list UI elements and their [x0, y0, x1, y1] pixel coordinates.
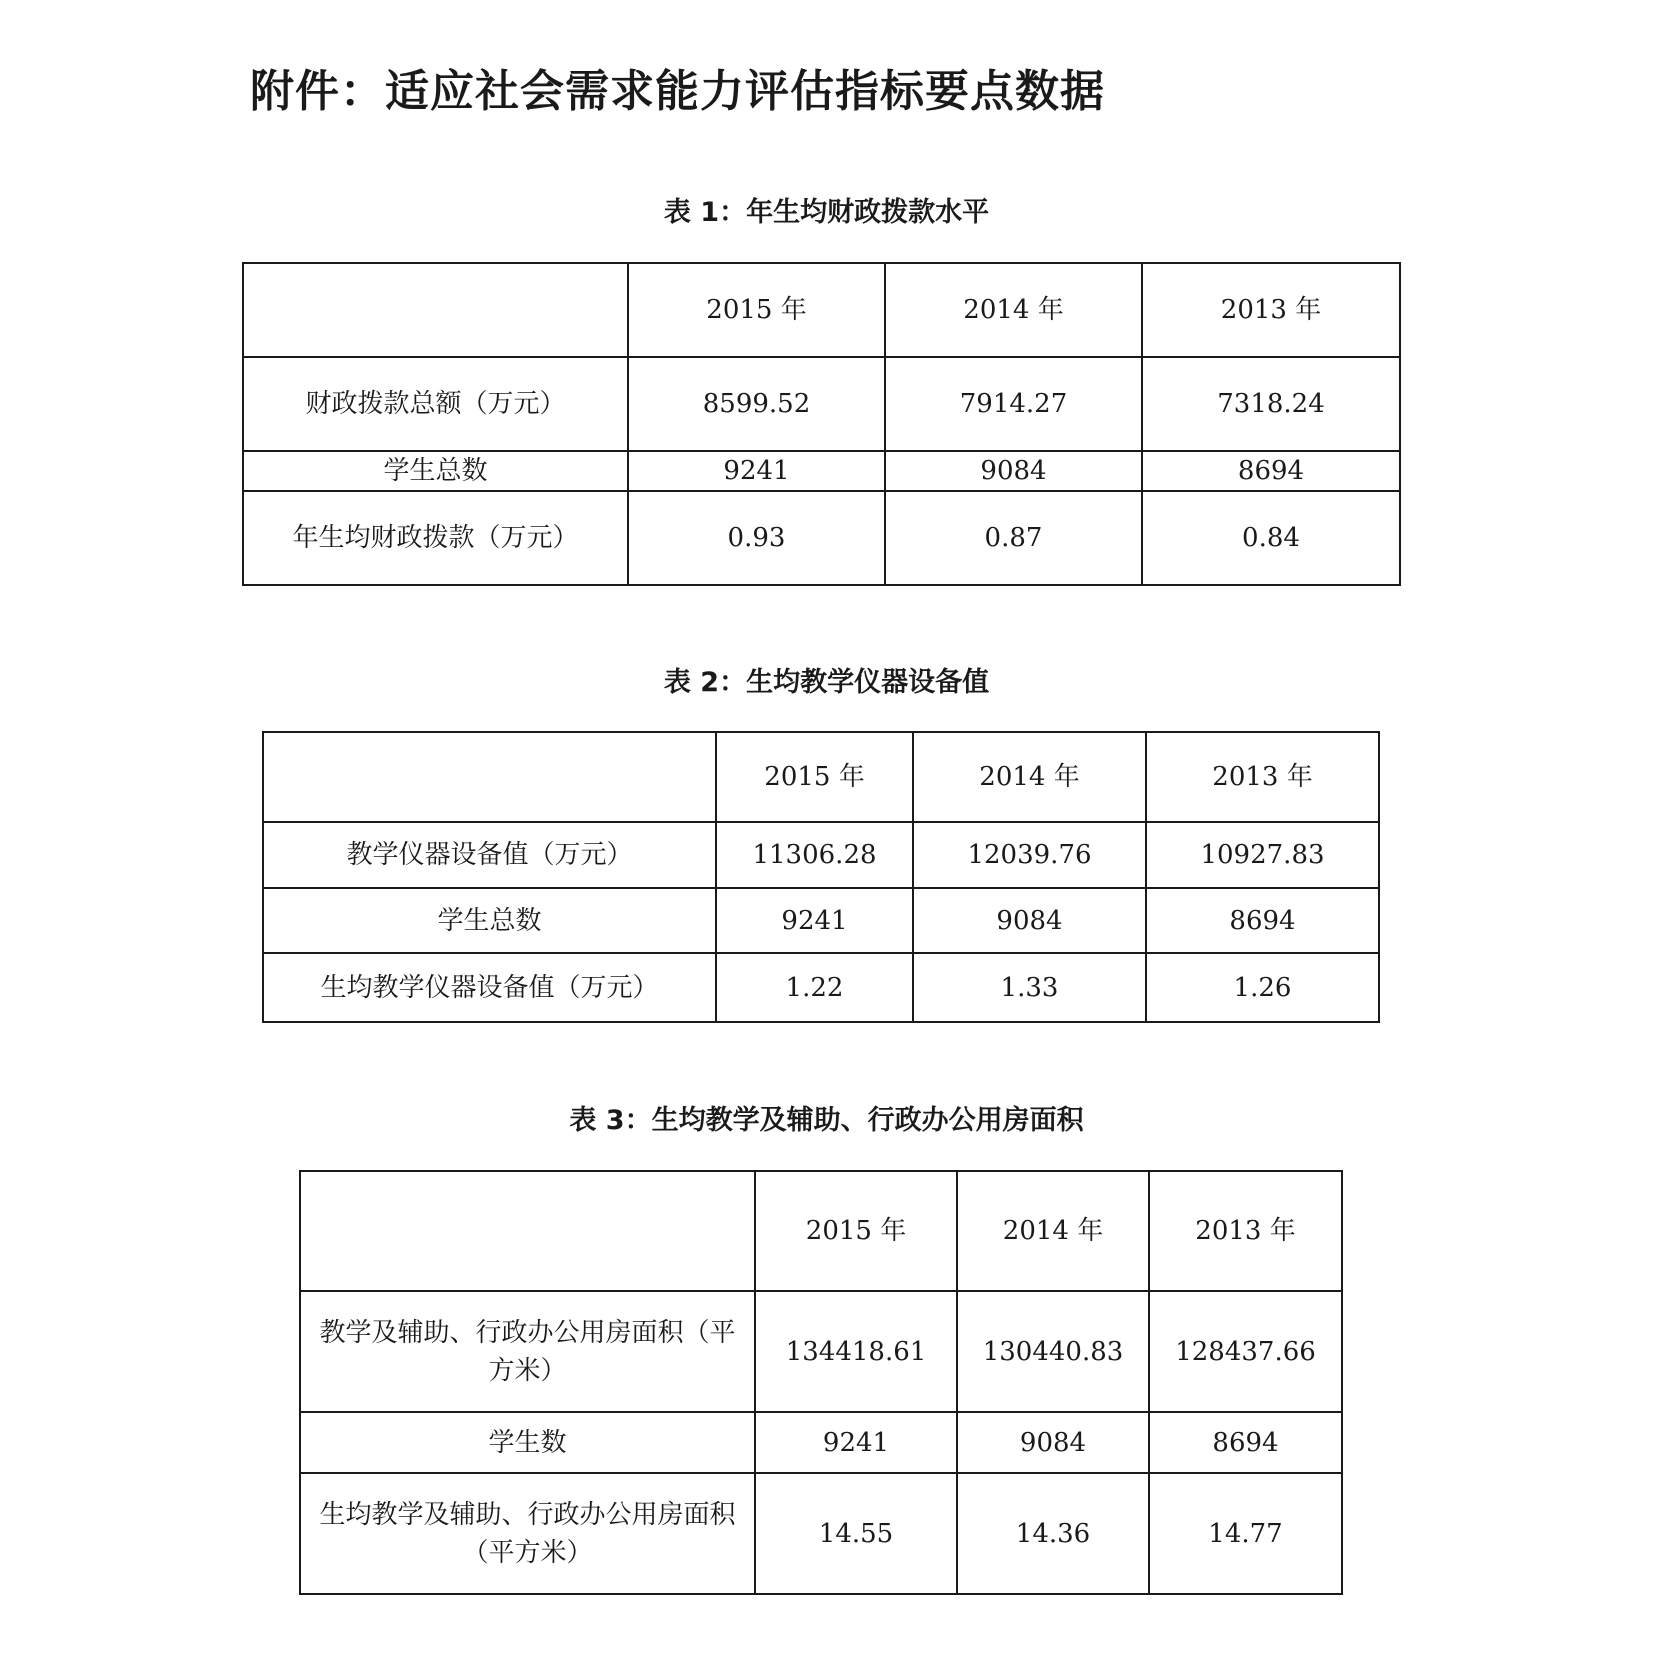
- header-year-2015: 2015 年: [716, 732, 913, 822]
- header-year-2014: 2014 年: [913, 732, 1146, 822]
- table-cell: 8694: [1146, 888, 1379, 953]
- table-row: [263, 953, 1379, 1022]
- table-3-caption: 表 3：生均教学及辅助、行政办公用房面积: [569, 1105, 1084, 1136]
- table-cell: 8694: [1149, 1412, 1342, 1473]
- table-3: [299, 1170, 1343, 1595]
- header-year-2013: 2013 年: [1146, 732, 1379, 822]
- table-cell: 9241: [755, 1412, 957, 1473]
- table-row: [263, 822, 1379, 888]
- table-cell: 1.22: [716, 953, 913, 1022]
- table-cell: 7914.27: [885, 357, 1142, 451]
- table-header-row: [243, 263, 1400, 357]
- table-row: [300, 1473, 1342, 1594]
- table-cell: 9084: [957, 1412, 1149, 1473]
- table-cell: 130440.83: [957, 1291, 1149, 1412]
- table-cell: 10927.83: [1146, 822, 1379, 888]
- table-row: [300, 1291, 1342, 1412]
- row-label: 生均教学仪器设备值（万元）: [263, 953, 716, 1022]
- table-row: [243, 357, 1400, 451]
- table-row: [300, 1412, 1342, 1473]
- header-year-2013: 2013 年: [1142, 263, 1400, 357]
- table-cell: 14.77: [1149, 1473, 1342, 1594]
- table-cell: 8694: [1142, 451, 1400, 491]
- table-cell: 8599.52: [628, 357, 885, 451]
- header-corner-cell: [300, 1171, 755, 1291]
- table-cell: 14.36: [957, 1473, 1149, 1594]
- table-cell: 12039.76: [913, 822, 1146, 888]
- table-cell: 9084: [885, 451, 1142, 491]
- table-2-caption: 表 2：生均教学仪器设备值: [663, 667, 990, 698]
- header-corner-cell: [263, 732, 716, 822]
- row-label: 学生数: [300, 1412, 755, 1473]
- table-cell: 9084: [913, 888, 1146, 953]
- table-row: [263, 888, 1379, 953]
- table-cell: 11306.28: [716, 822, 913, 888]
- table-header-row: [263, 732, 1379, 822]
- row-label: 教学及辅助、行政办公用房面积（平方米）: [300, 1291, 755, 1412]
- header-corner-cell: [243, 263, 628, 357]
- table-cell: 0.93: [628, 491, 885, 585]
- table-cell: 128437.66: [1149, 1291, 1342, 1412]
- row-label: 学生总数: [263, 888, 716, 953]
- header-year-2013: 2013 年: [1149, 1171, 1342, 1291]
- table-cell: 14.55: [755, 1473, 957, 1594]
- table-header-row: [300, 1171, 1342, 1291]
- header-year-2015: 2015 年: [755, 1171, 957, 1291]
- table-1-caption: 表 1：年生均财政拨款水平: [663, 197, 990, 228]
- table-2: [262, 731, 1380, 1023]
- page-title: 附件：适应社会需求能力评估指标要点数据: [250, 66, 1105, 117]
- table-cell: 1.26: [1146, 953, 1379, 1022]
- table-cell: 0.87: [885, 491, 1142, 585]
- row-label: 生均教学及辅助、行政办公用房面积（平方米）: [300, 1473, 755, 1594]
- table-row: [243, 451, 1400, 491]
- table-row: [243, 491, 1400, 585]
- table-cell: 134418.61: [755, 1291, 957, 1412]
- table-cell: 0.84: [1142, 491, 1400, 585]
- table-cell: 9241: [716, 888, 913, 953]
- row-label: 学生总数: [243, 451, 628, 491]
- header-year-2014: 2014 年: [885, 263, 1142, 357]
- row-label: 教学仪器设备值（万元）: [263, 822, 716, 888]
- row-label: 财政拨款总额（万元）: [243, 357, 628, 451]
- header-year-2014: 2014 年: [957, 1171, 1149, 1291]
- table-1: [242, 262, 1401, 586]
- table-cell: 9241: [628, 451, 885, 491]
- row-label: 年生均财政拨款（万元）: [243, 491, 628, 585]
- table-cell: 7318.24: [1142, 357, 1400, 451]
- table-cell: 1.33: [913, 953, 1146, 1022]
- header-year-2015: 2015 年: [628, 263, 885, 357]
